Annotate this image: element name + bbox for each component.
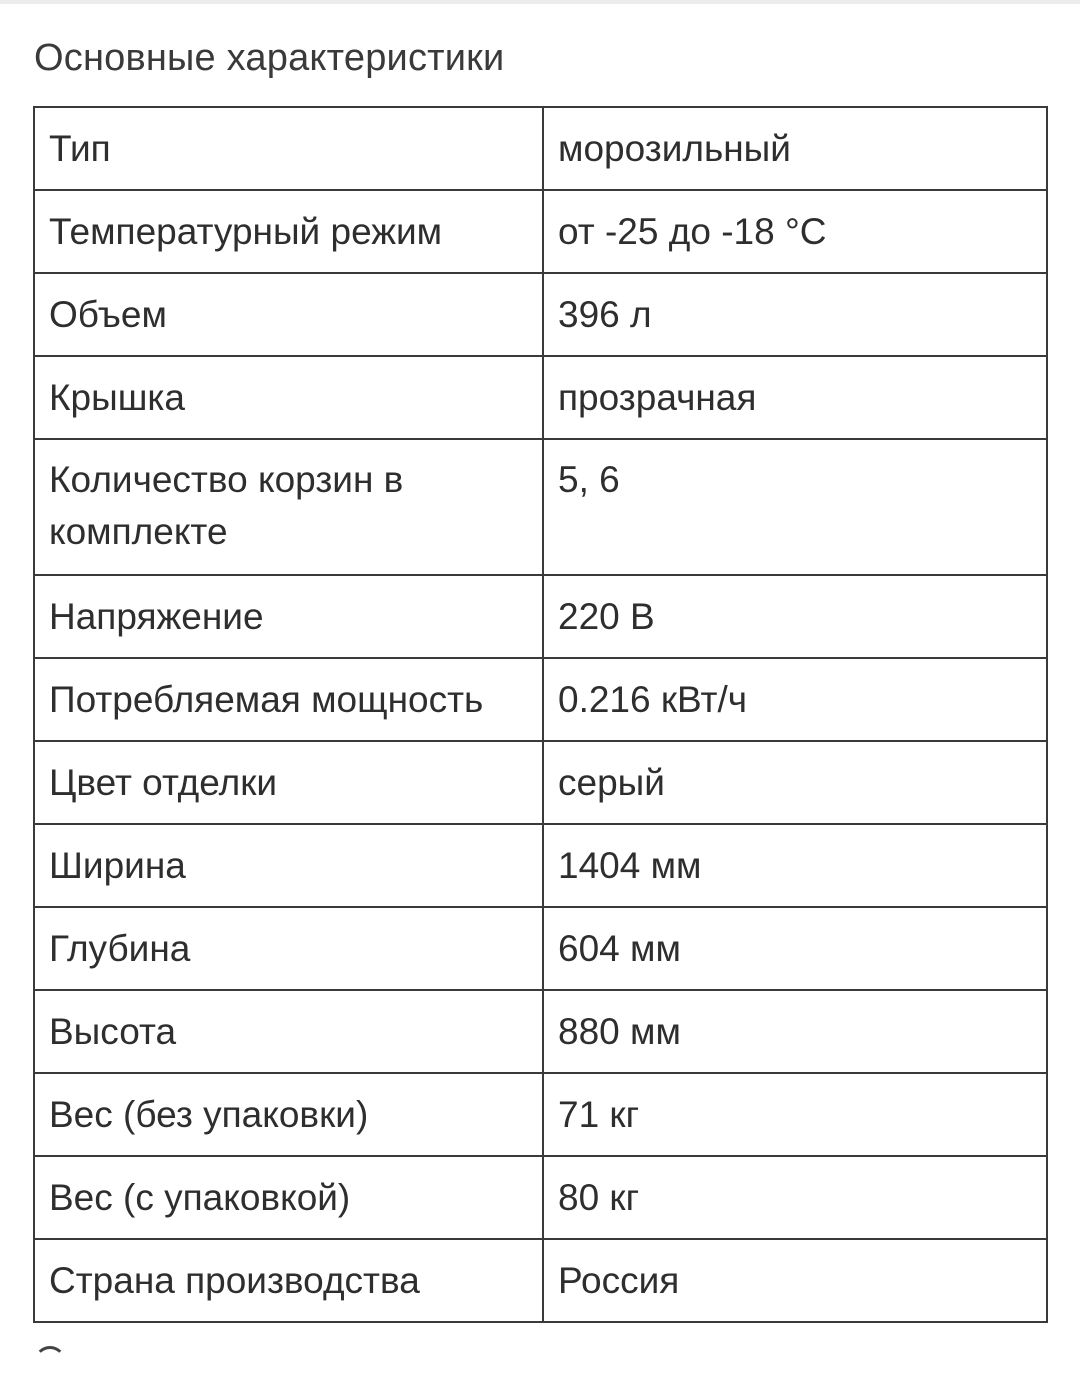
spec-value: серый	[543, 741, 1047, 824]
spec-value: прозрачная	[543, 356, 1047, 439]
table-row	[34, 575, 1047, 658]
table-row	[34, 824, 1047, 907]
spec-label: Вес (с упаковкой)	[34, 1156, 543, 1239]
table-row	[34, 190, 1047, 273]
spec-value: 0.216 кВт/ч	[543, 658, 1047, 741]
spec-value: 71 кг	[543, 1073, 1047, 1156]
spec-value: 80 кг	[543, 1156, 1047, 1239]
spec-value: 396 л	[543, 273, 1047, 356]
spec-value: 880 мм	[543, 990, 1047, 1073]
spec-label: Цвет отделки	[34, 741, 543, 824]
spec-label: Количество корзин в комплекте	[34, 439, 543, 575]
spec-label: Глубина	[34, 907, 543, 990]
spec-value: от -25 до -18 °C	[543, 190, 1047, 273]
table-row	[34, 107, 1047, 190]
spec-value: 1404 мм	[543, 824, 1047, 907]
spec-label: Температурный режим	[34, 190, 543, 273]
spec-value: Россия	[543, 1239, 1047, 1322]
spec-value: 220 В	[543, 575, 1047, 658]
spec-label: Вес (без упаковки)	[34, 1073, 543, 1156]
table-row	[34, 273, 1047, 356]
spec-label: Крышка	[34, 356, 543, 439]
spec-label: Страна производства	[34, 1239, 543, 1322]
table-row	[34, 907, 1047, 990]
table-row	[34, 741, 1047, 824]
table-row	[34, 990, 1047, 1073]
table-row	[34, 658, 1047, 741]
spec-value: морозильный	[543, 107, 1047, 190]
section-title: Основные характеристики	[34, 37, 505, 79]
spec-label: Напряжение	[34, 575, 543, 658]
top-divider	[0, 0, 1080, 4]
table-row	[34, 439, 1047, 575]
specs-table	[33, 106, 1048, 1323]
table-row	[34, 1239, 1047, 1322]
table-row	[34, 356, 1047, 439]
spec-label: Ширина	[34, 824, 543, 907]
spec-value: 5, 6	[543, 439, 1047, 575]
spec-value: 604 мм	[543, 907, 1047, 990]
table-row	[34, 1156, 1047, 1239]
next-heading-glyph-peek	[34, 1346, 66, 1378]
table-row	[34, 1073, 1047, 1156]
spec-label: Потребляемая мощность	[34, 658, 543, 741]
spec-label: Объем	[34, 273, 543, 356]
spec-label: Высота	[34, 990, 543, 1073]
spec-label: Тип	[34, 107, 543, 190]
